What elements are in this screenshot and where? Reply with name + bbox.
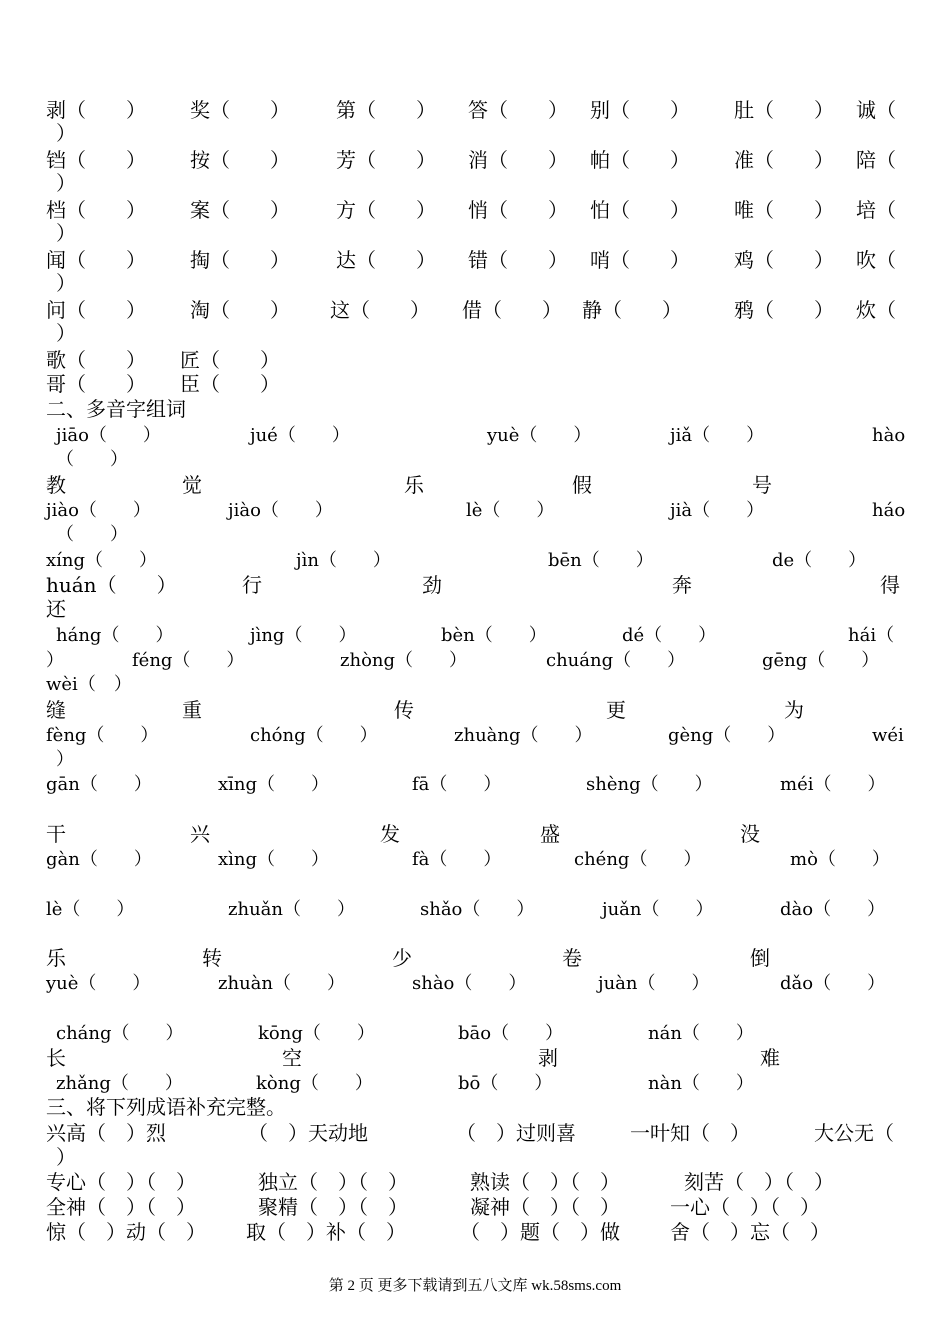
polyphonic-cell: méi（ ）: [780, 774, 886, 795]
polyphonic-cell: gēng（ ）: [762, 650, 880, 671]
polyphonic-cell: gān（ ）: [46, 774, 152, 795]
char-group-line: [0, 121, 950, 146]
char-group-cell: 静（ ）: [582, 298, 682, 322]
polyphonic-cell: juǎn（ ）: [602, 899, 714, 920]
char-group-cell: 借（ ）: [462, 298, 562, 322]
polyphonic-cell: chuáng（ ）: [546, 650, 686, 671]
polyphonic-cell: de（ ）: [772, 550, 867, 571]
char-group-cell: 别（ ）: [590, 98, 690, 122]
polyphonic-cell: jué（ ）: [250, 425, 350, 446]
polyphonic-line: [0, 648, 950, 673]
idiom-cell: 一叶知（ ）: [630, 1121, 750, 1145]
polyphonic-cell: dé（ ）: [622, 625, 717, 646]
char-group-cell: 掏（ ）: [190, 248, 290, 272]
char-group-line: [0, 248, 950, 273]
polyphonic-cell: 教: [46, 473, 66, 497]
polyphonic-line: [0, 747, 950, 772]
polyphonic-cell: 乐: [46, 946, 66, 970]
polyphonic-cell: 发: [380, 822, 400, 846]
char-group-cell: 鸦（ ）: [734, 298, 834, 322]
polyphonic-cell: fā（ ）: [412, 774, 502, 795]
idiom-cell: 刻苦（ ）（ ）: [684, 1170, 834, 1194]
polyphonic-cell: fà（ ）: [412, 849, 502, 870]
char-group-cell: 哥（ ）: [46, 372, 146, 396]
idiom-line: [0, 1195, 950, 1220]
char-group-cell: 铛（ ）: [46, 148, 146, 172]
polyphonic-cell: lè（ ）: [46, 899, 135, 920]
char-group-line: [0, 372, 950, 397]
char-group-cell: 闻（ ）: [46, 248, 146, 272]
char-group-cell: ）: [56, 271, 76, 295]
polyphonic-cell: nàn（ ）: [648, 1073, 754, 1094]
polyphonic-cell: 没: [740, 822, 760, 846]
idiom-cell: 全神（ ）（ ）: [46, 1195, 196, 1219]
polyphonic-cell: 号: [752, 473, 772, 497]
polyphonic-cell: 难: [760, 1046, 780, 1070]
char-group-cell: 淘（ ）: [190, 298, 290, 322]
char-group-cell: 剥（ ）: [46, 98, 146, 122]
polyphonic-cell: zhuàng（ ）: [454, 725, 593, 746]
polyphonic-cell: yuè（ ）: [487, 425, 592, 446]
idiom-cell: （ ）过则喜: [456, 1121, 576, 1145]
char-group-cell: 肚（ ）: [734, 98, 834, 122]
polyphonic-cell: shào（ ）: [412, 973, 527, 994]
polyphonic-cell: bēn（ ）: [548, 550, 654, 571]
polyphonic-cell: jiǎ（ ）: [670, 425, 765, 446]
polyphonic-cell: huán（ ）: [46, 573, 177, 597]
polyphonic-cell: háo: [872, 500, 906, 521]
char-group-cell: 歌（ ）: [46, 348, 146, 372]
polyphonic-line: [0, 946, 950, 971]
polyphonic-cell: kōng（ ）: [258, 1023, 375, 1044]
idiom-cell: 专心（ ）（ ）: [46, 1170, 196, 1194]
polyphonic-cell: 少: [392, 946, 412, 970]
polyphonic-cell: jiāo（ ）: [56, 425, 161, 446]
char-group-cell: 匠（ ）: [180, 348, 280, 372]
polyphonic-line: [0, 1071, 950, 1096]
polyphonic-cell: bāo（ ）: [458, 1023, 564, 1044]
polyphonic-cell: féng（ ）: [132, 650, 245, 671]
char-group-cell: 诚（: [856, 98, 896, 122]
char-group-cell: 这（ ）: [330, 298, 430, 322]
polyphonic-cell: wèi（ ）: [46, 674, 132, 695]
polyphonic-cell: gèng（ ）: [668, 725, 786, 746]
idiom-line: [0, 1121, 950, 1146]
char-group-line: [0, 348, 950, 373]
polyphonic-cell: 剥: [538, 1046, 558, 1070]
polyphonic-line: [0, 897, 950, 922]
idiom-cell: （ ）天动地: [248, 1121, 368, 1145]
polyphonic-cell: zhǎng（ ）: [56, 1073, 183, 1094]
polyphonic-cell: 空: [282, 1046, 302, 1070]
polyphonic-cell: jià（ ）: [670, 500, 765, 521]
polyphonic-line: [0, 498, 950, 523]
polyphonic-cell: bō（ ）: [458, 1073, 553, 1094]
char-group-line: [0, 321, 950, 346]
polyphonic-line: [0, 548, 950, 573]
polyphonic-line: [0, 623, 950, 648]
polyphonic-line: [0, 573, 950, 598]
char-group-line: [0, 271, 950, 296]
char-group-cell: 鸡（ ）: [734, 248, 834, 272]
idiom-line: [0, 1220, 950, 1245]
char-group-cell: 悄（ ）: [468, 198, 568, 222]
polyphonic-cell: dǎo（ ）: [780, 973, 886, 994]
polyphonic-line: [0, 672, 950, 697]
polyphonic-cell: 还: [46, 597, 66, 621]
char-group-line: [0, 298, 950, 323]
polyphonic-cell: 长: [46, 1046, 66, 1070]
polyphonic-cell: bèn（ ）: [441, 625, 547, 646]
page-footer: 第 2 页 更多下载请到五八文库 wk.58sms.com: [328, 1278, 622, 1294]
char-group-cell: 消（ ）: [468, 148, 568, 172]
polyphonic-line: [0, 423, 950, 448]
polyphonic-line: [0, 971, 950, 996]
polyphonic-line: [0, 473, 950, 498]
polyphonic-cell: jiào（ ）: [228, 500, 333, 521]
polyphonic-cell: 为: [784, 698, 804, 722]
char-group-cell: ）: [56, 171, 76, 195]
polyphonic-cell: nán（ ）: [648, 1023, 754, 1044]
polyphonic-cell: jìng（ ）: [250, 625, 357, 646]
idiom-cell: 大公无（: [814, 1121, 894, 1145]
char-group-cell: 芳（ ）: [336, 148, 436, 172]
polyphonic-cell: jìn（ ）: [296, 550, 391, 571]
polyphonic-cell: zhuàn（ ）: [218, 973, 345, 994]
polyphonic-cell: 干: [46, 822, 66, 846]
char-group-line: [0, 98, 950, 123]
char-group-cell: 臣（ ）: [180, 372, 280, 396]
char-group-cell: 怕（ ）: [590, 198, 690, 222]
char-group-cell: ）: [56, 121, 76, 145]
polyphonic-cell: chóng（ ）: [250, 725, 378, 746]
polyphonic-cell: 更: [606, 698, 626, 722]
char-group-cell: 陪（: [856, 148, 896, 172]
polyphonic-line: [0, 772, 950, 797]
polyphonic-cell: 转: [202, 946, 222, 970]
polyphonic-cell: （ ）: [56, 449, 128, 470]
char-group-cell: 唯（ ）: [734, 198, 834, 222]
idiom-cell: 舍（ ）忘（ ）: [670, 1220, 830, 1244]
section-2-title: 二、多音字组词: [46, 397, 186, 421]
polyphonic-line: [0, 522, 950, 547]
polyphonic-cell: 兴: [190, 822, 210, 846]
polyphonic-cell: （ ）: [56, 524, 128, 545]
polyphonic-cell: xíng（ ）: [46, 550, 158, 571]
idiom-cell: 熟读（ ）（ ）: [470, 1170, 620, 1194]
polyphonic-cell: zhuǎn（ ）: [228, 899, 355, 920]
polyphonic-cell: 传: [394, 698, 414, 722]
polyphonic-cell: 奔: [672, 573, 692, 597]
polyphonic-line: [0, 822, 950, 847]
polyphonic-cell: 劲: [422, 573, 442, 597]
polyphonic-cell: 觉: [182, 473, 202, 497]
polyphonic-cell: zhòng（ ）: [340, 650, 468, 671]
polyphonic-cell: 盛: [540, 822, 560, 846]
idiom-cell: 惊（ ）动（ ）: [46, 1220, 206, 1244]
polyphonic-line: [0, 698, 950, 723]
polyphonic-cell: lè（ ）: [466, 500, 555, 521]
idiom-cell: 一心（ ）（ ）: [670, 1195, 820, 1219]
polyphonic-cell: juàn（ ）: [598, 973, 710, 994]
idiom-cell: 兴高（ ）烈: [46, 1121, 166, 1145]
polyphonic-cell: 重: [182, 698, 202, 722]
polyphonic-cell: fèng（ ）: [46, 725, 159, 746]
idiom-cell: （ ）题（ ）做: [460, 1220, 620, 1244]
idiom-cell: ）: [56, 1145, 76, 1169]
idiom-line: [0, 1170, 950, 1195]
char-group-cell: ）: [56, 221, 76, 245]
polyphonic-cell: 倒: [750, 946, 770, 970]
polyphonic-line: [0, 723, 950, 748]
idiom-line: [0, 1145, 950, 1170]
polyphonic-cell: 假: [572, 473, 592, 497]
polyphonic-cell: yuè（ ）: [46, 973, 151, 994]
char-group-line: [0, 198, 950, 223]
polyphonic-cell: 得: [880, 573, 900, 597]
char-group-cell: 档（ ）: [46, 198, 146, 222]
char-group-cell: 方（ ）: [336, 198, 436, 222]
char-group-cell: 炊（: [856, 298, 896, 322]
char-group-cell: 吹（: [856, 248, 896, 272]
idiom-cell: 凝神（ ）（ ）: [470, 1195, 620, 1219]
char-group-cell: 培（: [856, 198, 896, 222]
polyphonic-cell: hái（: [848, 625, 895, 646]
char-group-line: [0, 171, 950, 196]
char-group-cell: 问（ ）: [46, 298, 146, 322]
char-group-cell: 按（ ）: [190, 148, 290, 172]
char-group-cell: 第（ ）: [336, 98, 436, 122]
polyphonic-cell: shèng（ ）: [586, 774, 713, 795]
char-group-cell: 奖（ ）: [190, 98, 290, 122]
polyphonic-line: [0, 1021, 950, 1046]
polyphonic-cell: hào: [872, 425, 906, 446]
polyphonic-cell: kòng（ ）: [256, 1073, 373, 1094]
polyphonic-cell: wéi: [872, 725, 904, 746]
polyphonic-line: [0, 1046, 950, 1071]
section-3-title: 三、将下列成语补充完整。: [46, 1095, 286, 1119]
polyphonic-line: [0, 597, 950, 622]
idiom-cell: 独立（ ）（ ）: [258, 1170, 408, 1194]
polyphonic-cell: shǎo（ ）: [420, 899, 535, 920]
char-group-cell: ）: [56, 321, 76, 345]
polyphonic-cell: 卷: [562, 946, 582, 970]
polyphonic-cell: jiào（ ）: [46, 500, 151, 521]
idiom-cell: 取（ ）补（ ）: [246, 1220, 406, 1244]
polyphonic-cell: ）: [46, 650, 64, 671]
polyphonic-cell: 行: [242, 573, 262, 597]
polyphonic-cell: xìng（ ）: [218, 849, 330, 870]
polyphonic-cell: cháng（ ）: [56, 1023, 184, 1044]
polyphonic-cell: 乐: [404, 473, 424, 497]
polyphonic-cell: 缝: [46, 698, 66, 722]
polyphonic-cell: chéng（ ）: [574, 849, 702, 870]
char-group-cell: 准（ ）: [734, 148, 834, 172]
char-group-line: [0, 221, 950, 246]
polyphonic-cell: dào（ ）: [780, 899, 886, 920]
polyphonic-cell: mò（ ）: [790, 849, 890, 870]
polyphonic-line: [0, 447, 950, 472]
polyphonic-cell: háng（ ）: [56, 625, 174, 646]
char-group-cell: 达（ ）: [336, 248, 436, 272]
polyphonic-cell: xīng（ ）: [218, 774, 330, 795]
char-group-cell: 答（ ）: [468, 98, 568, 122]
polyphonic-line: [0, 847, 950, 872]
char-group-cell: 哨（ ）: [590, 248, 690, 272]
char-group-cell: 案（ ）: [190, 198, 290, 222]
char-group-cell: 错（ ）: [468, 248, 568, 272]
idiom-cell: 聚精（ ）（ ）: [258, 1195, 408, 1219]
char-group-cell: 帕（ ）: [590, 148, 690, 172]
polyphonic-cell: gàn（ ）: [46, 849, 152, 870]
char-group-line: [0, 148, 950, 173]
polyphonic-cell: ）: [56, 749, 74, 770]
